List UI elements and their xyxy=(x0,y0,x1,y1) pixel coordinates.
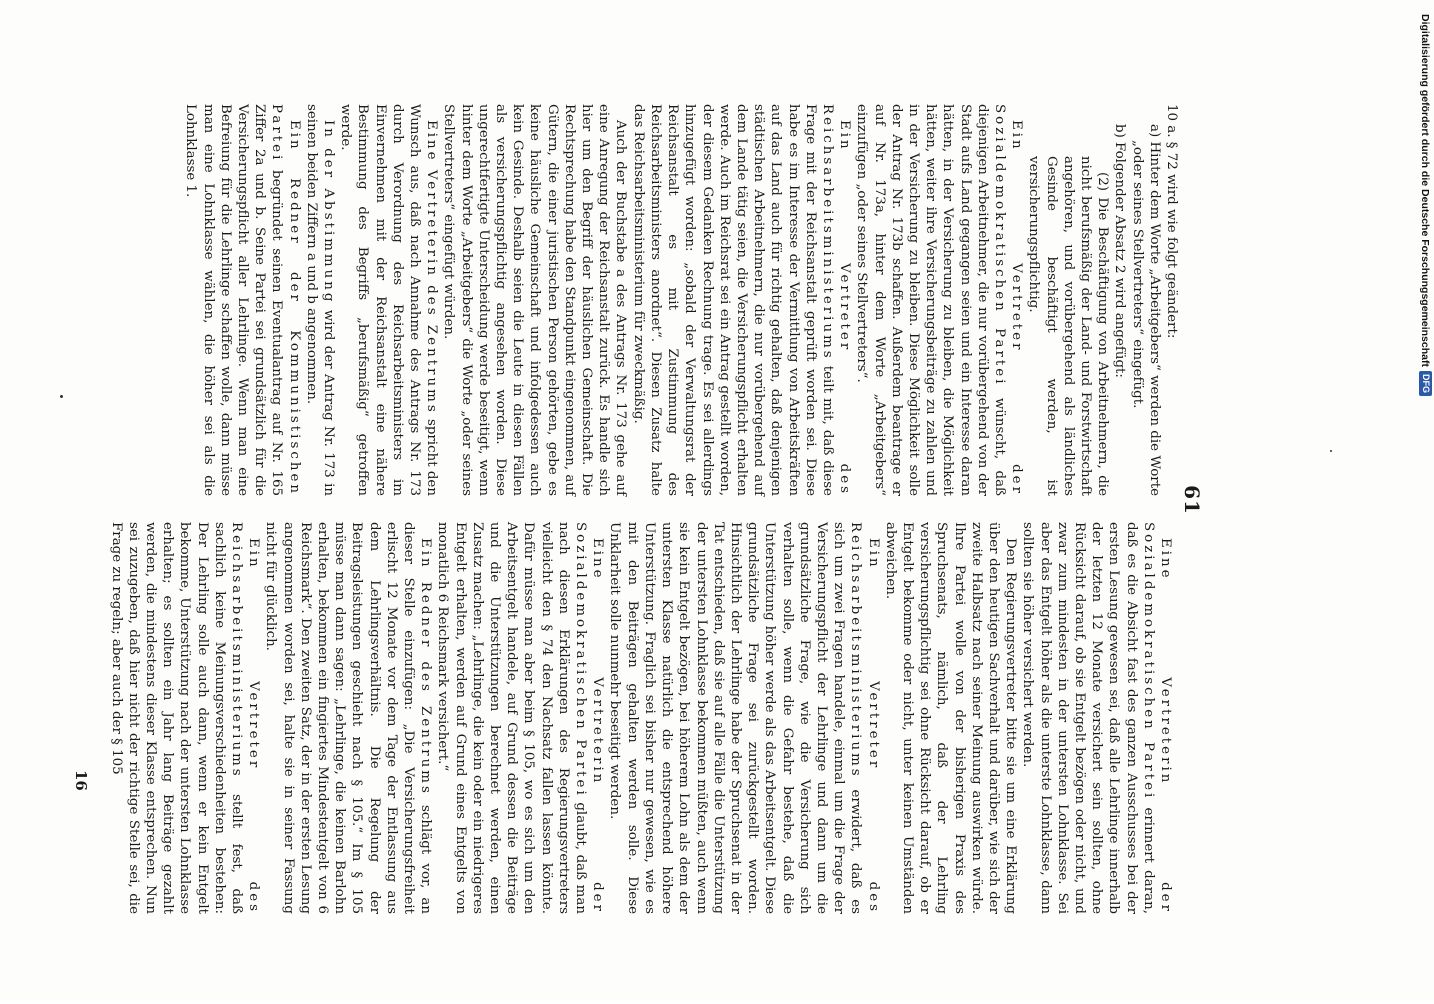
paragraph-text: erinnert daran, daß es die Absicht fast des ganzen Ausschusses bei der ersten Lesung gewesen sei, daß alle Lehrlinge innerhalb der letzten 12 Monate versichert sein sollten, ohne Rücksicht darauf, ob sie Entgelt bezögen oder nicht, und zwar zum mindesten in der untersten Lohnklasse. Sei aber das Entgelt höher als die unterste Lohnklasse, dann sollten sie höher versichert werden. xyxy=(1020,522,1156,914)
paragraph-text: erwidert, daß es sich um zwei Fragen handele, einmal um die Frage der Versicherungspflicht der Lehrlinge und dann um die grundsätzliche Frage, wie die Versicherung sich verhalten solle, wenn die Gefahr bestehe, daß die Unterstützung höher werde als das Arbeitsentgelt. Diese grundsätzliche Frage sei zurückgestellt worden. Hinsichtlich der Lehrlinge habe der Spruchsenat in der Tat entschieden, daß sie auf alle Fälle die Unterstützung der untersten Lohnklasse bekommen müßten, auch wenn sie kein Entgelt bezögen, bei höherem Lohn als dem der untersten Klasse natürlich die entsprechend höhere Unterstützung. Fraglich sei bisher nur gewesen, wie es mit den Beiträgen gehalten werden solle. Diese Unklarheit solle nunmehr beseitigt werden. xyxy=(607,522,864,914)
credit-text: Digitalisierung gefördert durch die Deutsche Forschungsgemeinschaft xyxy=(1419,14,1432,367)
digitization-sidebar xyxy=(1416,8,1432,998)
paragraph-text: schlägt vor, an dieser Stelle einzufügen: „Die Versicherungsfreiheit erlischt 12 Monate vor dem Tage der Entlassung aus dem Lehrlingsverhältnis. Die Regelung der Beitragsleistungen geschieht nach § 105.“ Im § 105 müsse man dann sagen: „Lehrlinge, die keinen Barlohn erhalten, bekommen ein fingiertes Mindestentgelt von 6 Reichsmark“. Den zweiten Satz, der in der ersten Lesung angenommen worden sei, halte sie in seiner Fassung nicht für glücklich. xyxy=(263,522,434,914)
speaker-label: Ein Redner der Kommunistischen Partei xyxy=(269,104,302,496)
document-page xyxy=(0,70,1210,930)
paragraph: Den Regierungsvertreter bitte sie um eine Erklärung über den heutigen Sachverhalt und darüber, wie sich der zweite Halbsatz nach seiner Meinung auswirken würde. Ihre Partei wolle von der bisherigen Praxis des Spruchsenats, nämlich, daß der Lehrling versicherungspflichtig sei ohne Rücksicht darauf, ob er Entgelt bekomme oder nicht, unter keinen Umständen abweichen. xyxy=(882,522,1019,914)
paragraph xyxy=(853,104,1025,496)
scan-speck xyxy=(1330,450,1332,452)
paragraph-text: wünscht, daß diejenigen Arbeitnehmer, die nur vorübergehend von der Stadt aufs Land gegangen seien und ein Interesse daran hätten, in der Versicherung zu bleiben, die Möglichkeit hätten, weiter ihre Versicherungsbeiträge zu zahlen und in der Versicherung zu bleiben. Diese Möglichkeit solle der Antrag Nr. 173b schaffen. Außerdem beantrage er auf Nr. 173a, hinter dem Worte „Arbeitgebers“ einzufügen „oder seines Stellvertreters“. xyxy=(854,104,1007,496)
page-number: 61 xyxy=(1180,485,1204,515)
right-text-column xyxy=(107,522,1174,914)
paragraph xyxy=(1019,522,1174,914)
paragraph-text: stellt fest, daß sachlich keine Meinungsverschiedenheiten bestehen: Der Lehrling solle auch dann, wenn er kein Entgelt bekomme, Unterstützung nach der untersten Lohnklasse erhalten; es sollten ein Jahr lang Beiträge gezahlt werden, die mindestens dieser Klasse entsprechen. Nun sei zuzugeben, daß hier nicht der richtige Stelle sei, die Frage zu regeln; aber auch der § 105 xyxy=(108,522,245,914)
paragraph xyxy=(262,522,434,914)
dfg-logo: DFG xyxy=(1419,371,1432,396)
speaker-label: Ein Vertreter der Sozialdemokratischen Partei xyxy=(991,104,1025,496)
digitization-credit xyxy=(1419,14,1432,1004)
left-text-column xyxy=(182,104,1180,496)
paragraph-text: teilt mit, daß diese Frage mit der Reichsanstalt geprüft worden sei. Diese habe es im Interesse der Vermittlung von Arbeitskräften auf das Land auch für richtig gehalten, daß denjenigen städtischen Arbeitnehmern, die nur vorübergehend auf dem Lande tätig seien, die Versicherungspflicht erhalten werde. Auch im Reichsrat sei ein Antrag gestellt worden, der diesem Gedanken Rechnung trage. Es sei allerdings hinzugefügt worden: „sobald der Verwaltungsrat der Reichsanstalt es mit Zustimmung des Reichsarbeitsministers anordnet“. Diesen Zusatz halte das Reichsarbeitsministerium für zweckmäßig. xyxy=(630,104,835,496)
speaker-label: Ein Vertreter des Reichsarbeitsministeriums xyxy=(819,104,853,496)
speaker-label: Ein Vertreter des Reichsarbeitsministeriums xyxy=(229,522,262,914)
paragraph xyxy=(606,522,881,914)
speaker-label: Eine Vertreterin des Zentrums xyxy=(424,120,440,415)
paragraph: 10 a. § 72 wird wie folgt geändert: xyxy=(1164,104,1179,339)
speaker-label: Ein Redner des Zentrums xyxy=(418,538,434,796)
paragraph xyxy=(630,104,854,496)
paragraph-text: begründet seinen Eventualantrag auf Nr. 165 Ziffer 2a und b. Seine Partei sei grundsätzlich für die Versicherungspflicht aller Lehrlinge. Wenn man eine Befreiung für die Lehrlinge schaffen wolle, dann müsse man eine Lohnklasse wählen, die höher sei als die Lohnklasse 1. xyxy=(183,104,285,496)
paragraph: Auch der Buchstabe a des Antrags Nr. 173 gehe auf eine Anregung der Reichsanstalt zurück. Es handle sich hier um den Begriff der häuslichen Gemeinschaft. Die Rechtsprechung habe den Standpunkt eingenommen, auf Gütern, die einer juristischen Person gehörten, gebe es keine häusliche Gemeinschaft und infolgedessen auch kein Gesinde. Deshalb seien die Leute in diesen Fällen als versicherungspflichtig angesehen worden. Diese ungerechtfertigte Unterscheidung werde beseitigt, wenn hinter dem Worte „Arbeitgebers“ die Worte „oder seines Stellvertreters“ eingefügt würden. xyxy=(441,104,629,496)
paragraph xyxy=(182,104,302,496)
section-label: In der Abstimmung xyxy=(321,120,337,305)
paragraph-text: glaubt, daß man nach diesen Erklärungen des Regierungsvertreters vielleicht den § 74 den Nachsatz fallen lassen könnte. Dafür müsse man aber beim § 105, wo es sich um den Arbeitsentgelt handele, auf Grund dessen die Beiträge und die Unterstützungen berechnet werden, einen Zusatz machen: „Lehrlinge, die kein oder ein niedrigeres Entgelt erhalten, werden auf Grund eines Entgelts von monatlich 6 Reichsmark versichert.“ xyxy=(435,522,589,914)
paragraph-text: wird der Antrag Nr. 173 in seinen beiden Ziffern a und b angenommen. xyxy=(303,104,337,496)
speaker-label: Eine Vertreterin der Sozialdemokratischen Partei xyxy=(573,522,606,914)
scan-speck xyxy=(60,395,63,398)
list-item: a) Hinter dem Worte „Arbeitgebers“ werden die Worte „oder seines Stellvertreters“ eingefügt. xyxy=(1129,124,1162,496)
paragraph xyxy=(303,104,337,496)
paragraph xyxy=(337,104,440,496)
signature-mark: 16 xyxy=(72,770,90,791)
quoted-paragraph: (2) Die Beschäftigung von Arbeitnehmern, die nicht berufsmäßig der Land- und Forstwirtschaft angehören, und vorübergehend als ländliches Gesinde beschäftigt werden, ist versicherungspflichtig. xyxy=(1026,156,1111,496)
paragraph-text: spricht den Wunsch aus, daß nach Annahme des Antrags Nr. 173 durch Verordnung des Reichsarbeitsministers im Einvernehmen mit der Reichsanstalt eine nähere Bestimmung des Begriffs „berufsmäßig“ getroffen werde. xyxy=(338,104,440,496)
speaker-label: Eine Vertreterin der Sozialdemokratischen Partei xyxy=(1140,522,1173,914)
speaker-label: Ein Vertreter des Reichsarbeitsministeriums xyxy=(848,522,881,914)
paragraph xyxy=(434,522,606,914)
list-item: b) Folgender Absatz 2 wird angefügt: xyxy=(1112,124,1128,378)
paragraph xyxy=(107,522,262,914)
